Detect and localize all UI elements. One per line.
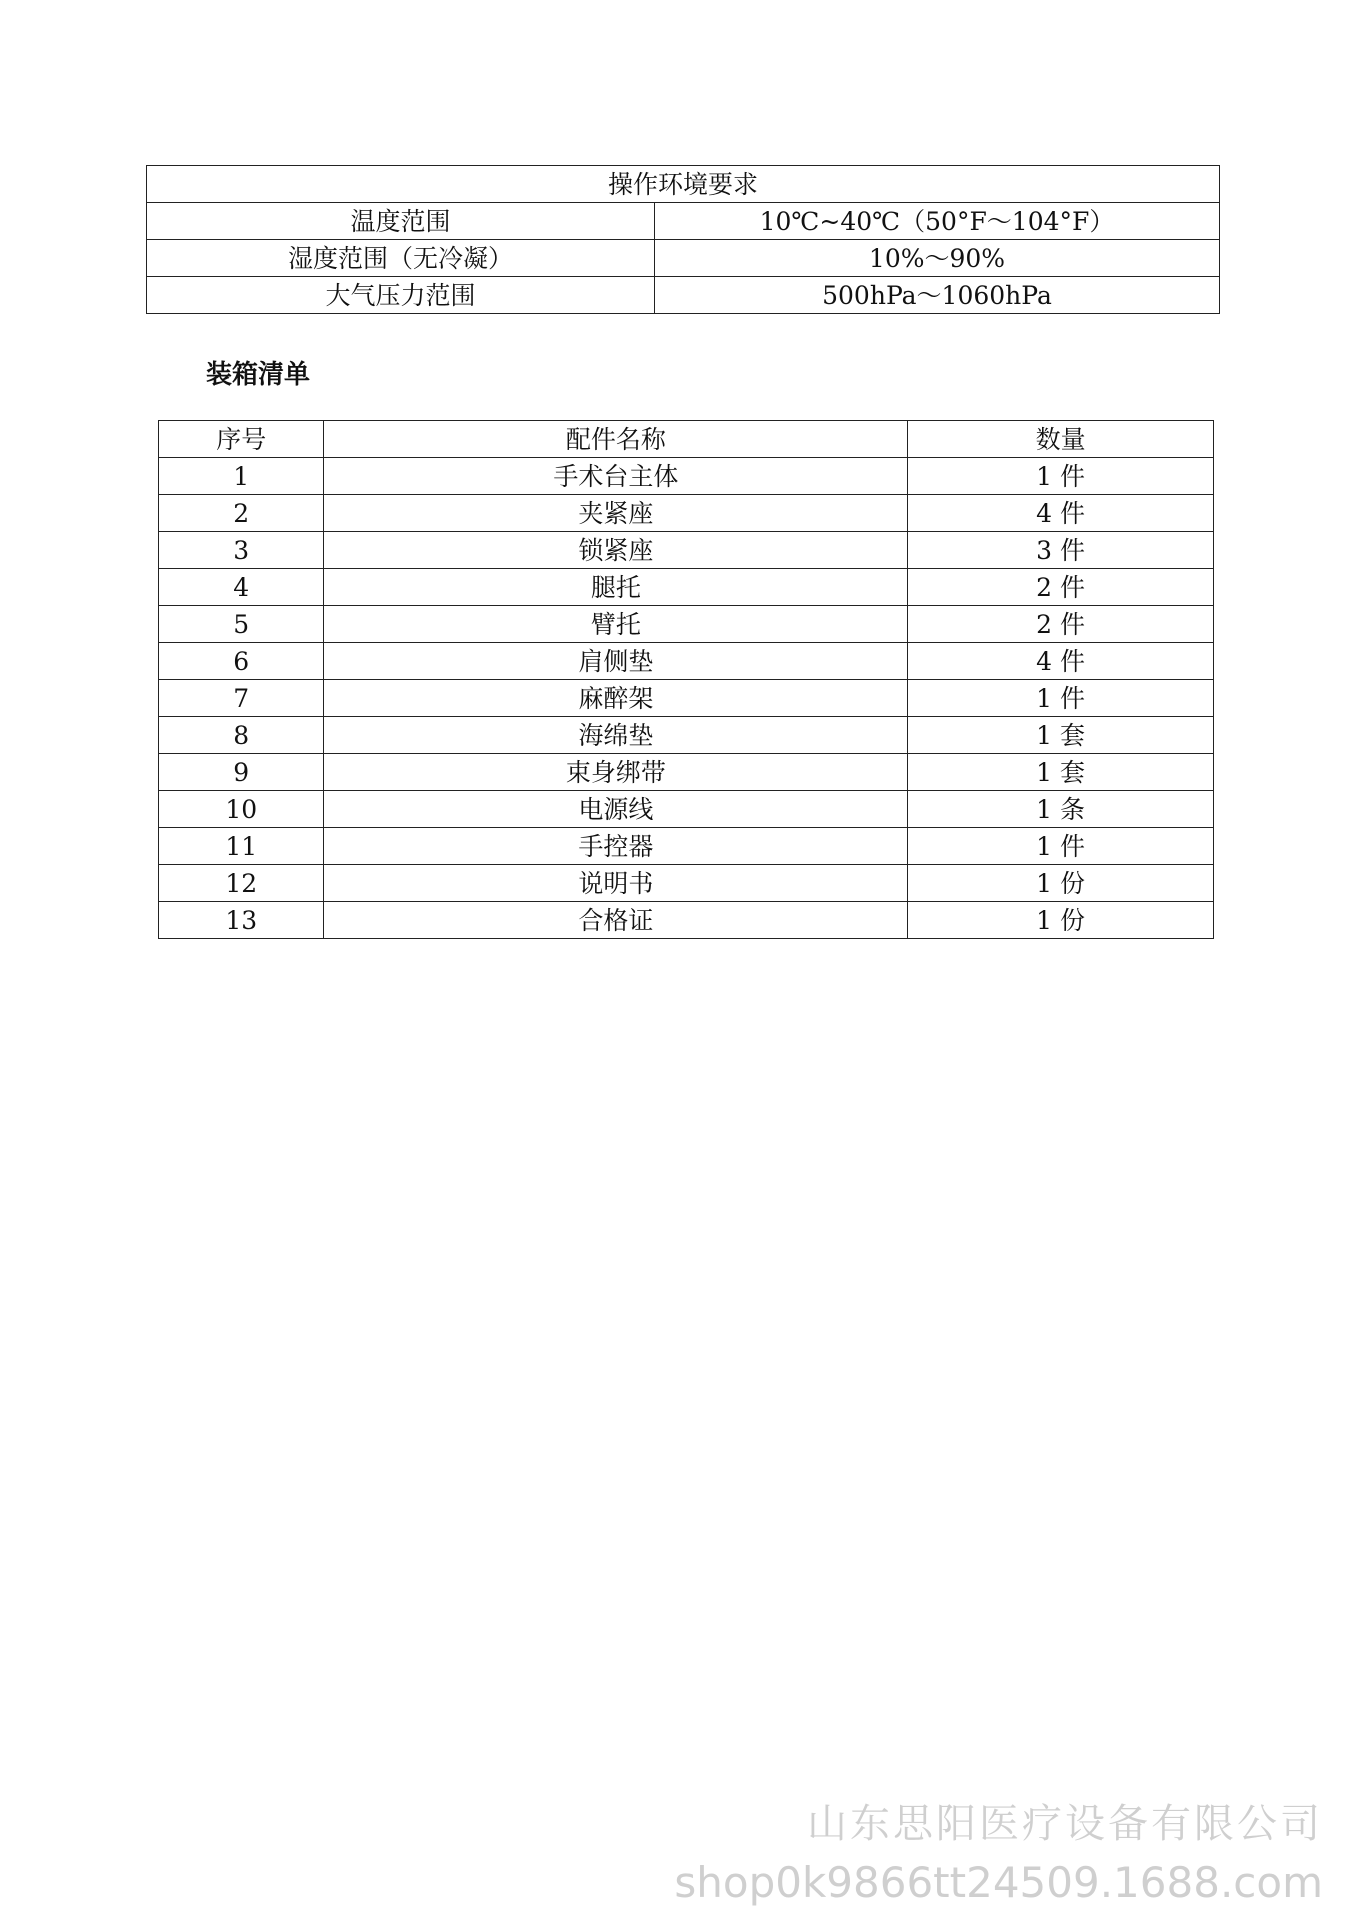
table-row [159,754,1214,791]
cell-name: 夹紧座 [324,495,908,532]
cell-name: 手术台主体 [324,458,908,495]
packing-list-heading: 装箱清单 [206,360,311,390]
cell-name: 束身绑带 [324,754,908,791]
table-row [159,569,1214,606]
cell-name: 锁紧座 [324,532,908,569]
cell-name: 海绵垫 [324,717,908,754]
cell-qty: 3 件 [908,532,1214,569]
cell-no: 5 [159,606,324,643]
environment-table [146,165,1220,314]
table-row [159,643,1214,680]
table-row [159,495,1214,532]
table-row [159,532,1214,569]
table-header-row [159,421,1214,458]
table-row [159,458,1214,495]
cell-qty: 1 份 [908,902,1214,939]
cell-no: 9 [159,754,324,791]
cell-name: 手控器 [324,828,908,865]
cell-name: 腿托 [324,569,908,606]
cell-no: 8 [159,717,324,754]
env-label: 湿度范围（无冷凝） [147,240,655,277]
table-row [159,606,1214,643]
packing-list-table [158,420,1214,939]
cell-qty: 4 件 [908,643,1214,680]
cell-qty: 1 条 [908,791,1214,828]
table-row [147,240,1220,277]
table-row [159,680,1214,717]
cell-qty: 2 件 [908,606,1214,643]
table-row [147,203,1220,240]
cell-qty: 1 件 [908,828,1214,865]
table-row [159,828,1214,865]
env-label: 温度范围 [147,203,655,240]
cell-qty: 2 件 [908,569,1214,606]
cell-no: 2 [159,495,324,532]
cell-name: 臂托 [324,606,908,643]
cell-no: 12 [159,865,324,902]
table-row [159,865,1214,902]
cell-qty: 1 件 [908,680,1214,717]
header-qty: 数量 [908,421,1214,458]
cell-qty: 1 套 [908,717,1214,754]
cell-name: 麻醉架 [324,680,908,717]
cell-name: 肩侧垫 [324,643,908,680]
cell-qty: 1 套 [908,754,1214,791]
table-row [159,902,1214,939]
environment-title: 操作环境要求 [147,166,1220,203]
watermark-url: shop0k9866tt24509.1688.com [674,1858,1323,1907]
cell-qty: 1 份 [908,865,1214,902]
env-label: 大气压力范围 [147,277,655,314]
env-value: 500hPa～1060hPa [655,277,1220,314]
header-name: 配件名称 [324,421,908,458]
cell-no: 3 [159,532,324,569]
cell-name: 合格证 [324,902,908,939]
cell-no: 10 [159,791,324,828]
table-row [159,791,1214,828]
cell-no: 11 [159,828,324,865]
cell-no: 7 [159,680,324,717]
cell-no: 6 [159,643,324,680]
header-no: 序号 [159,421,324,458]
cell-qty: 1 件 [908,458,1214,495]
env-value: 10℃~40℃（50°F～104°F） [655,203,1220,240]
watermark-company: 山东思阳医疗设备有限公司 [807,1801,1323,1847]
table-row [159,717,1214,754]
table-row [147,277,1220,314]
cell-no: 13 [159,902,324,939]
env-value: 10%～90% [655,240,1220,277]
cell-name: 说明书 [324,865,908,902]
cell-name: 电源线 [324,791,908,828]
cell-qty: 4 件 [908,495,1214,532]
environment-title-row [147,166,1220,203]
cell-no: 1 [159,458,324,495]
cell-no: 4 [159,569,324,606]
